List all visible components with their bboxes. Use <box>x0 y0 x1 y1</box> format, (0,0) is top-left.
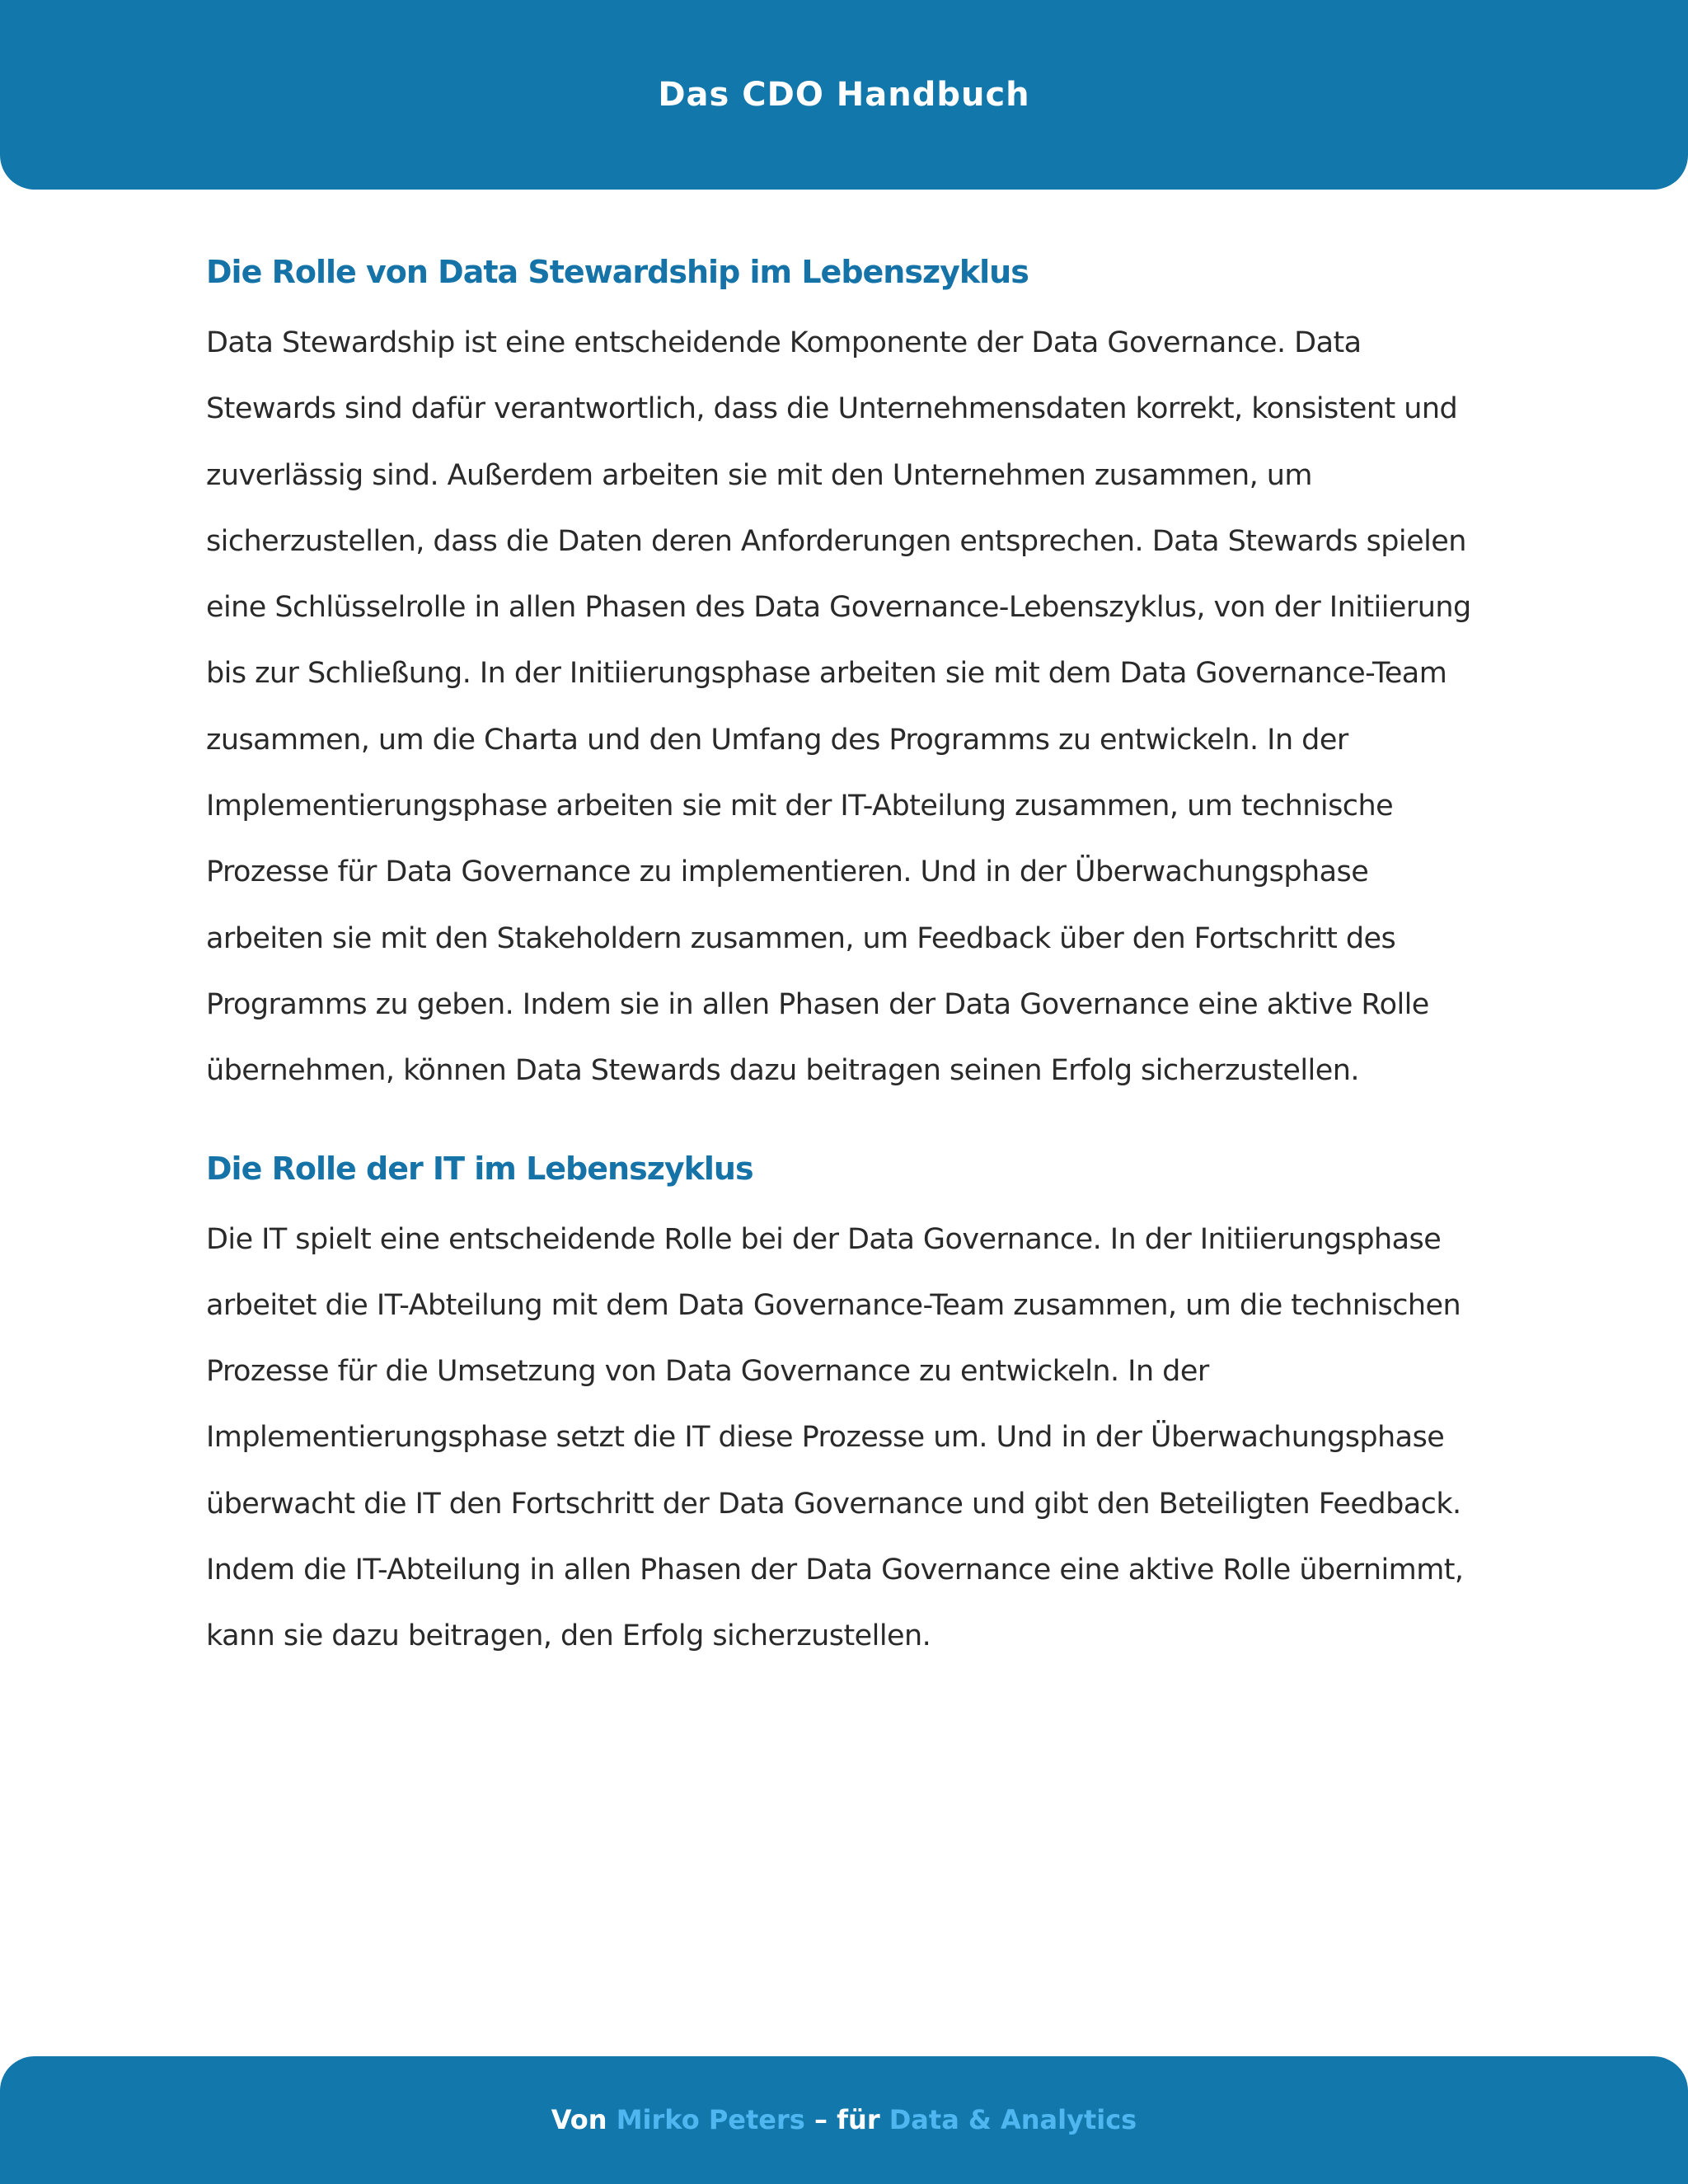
footer-topic: Data & Analytics <box>889 2104 1137 2135</box>
footer-separator: – für <box>814 2104 880 2135</box>
page-header <box>0 0 1688 190</box>
footer-author: Mirko Peters <box>616 2104 805 2135</box>
page-content <box>206 247 1492 1670</box>
header-title: Das CDO Handbuch <box>658 76 1030 114</box>
section-paragraph: Die IT spielt eine entscheidende Rolle bei der Data Governance. In der Initiierungsphase arbeitet die IT-Abteilung mit dem Data Governance-Team zusammen, um die technischen Prozesse für die Umsetzung von Data Governance zu entwickeln. In der Implementierungsphase setzt die IT diese Prozesse um. Und in der Überwachungsphase überwacht die IT den Fortschritt der Data Governance und gibt den Beteiligten Feedback. Indem die IT-Abteilung in allen Phasen der Data Governance eine aktive Rolle übernimmt, kann sie dazu beitragen, den Erfolg sicherzustellen. <box>206 1222 1464 1653</box>
footer-prefix: Von <box>551 2104 607 2135</box>
footer-credit <box>0 2056 1688 2184</box>
page-footer <box>0 2056 1688 2184</box>
section-heading: Die Rolle von Data Stewardship im Lebenszyklus <box>206 254 1029 290</box>
section-paragraph: Data Stewardship ist eine entscheidende Komponente der Data Governance. Data Stewards sind dafür verantwortlich, dass die Unternehmensdaten korrekt, konsistent und zuverlässig sind. Außerdem arbeiten sie mit den Unternehmen zusammen, um sicherzustellen, dass die Daten deren Anforderungen entsprechen. Data Stewards spielen eine Schlüsselrolle in allen Phasen des Data Governance-Lebenszyklus, von der Initiierung bis zur Schließung. In der Initiierungsphase arbeiten sie mit dem Data Governance-Team zusammen, um die Charta und den Umfang des Programms zu entwickeln. In der Implementierungsphase arbeiten sie mit der IT-Abteilung zusammen, um technische Prozesse für Data Governance zu implementieren. Und in der Überwachungsphase arbeiten sie mit den Stakeholdern zusammen, um Feedback über den Fortschritt des Programms zu geben. Indem sie in allen Phasen der Data Governance eine aktive Rolle übernehmen, können Data Stewards dazu beitragen seinen Erfolg sicherzustellen. <box>206 326 1471 1088</box>
section-data-stewardship <box>206 247 1492 1104</box>
section-it-role <box>206 1144 1492 1670</box>
section-heading: Die Rolle der IT im Lebenszyklus <box>206 1150 753 1187</box>
